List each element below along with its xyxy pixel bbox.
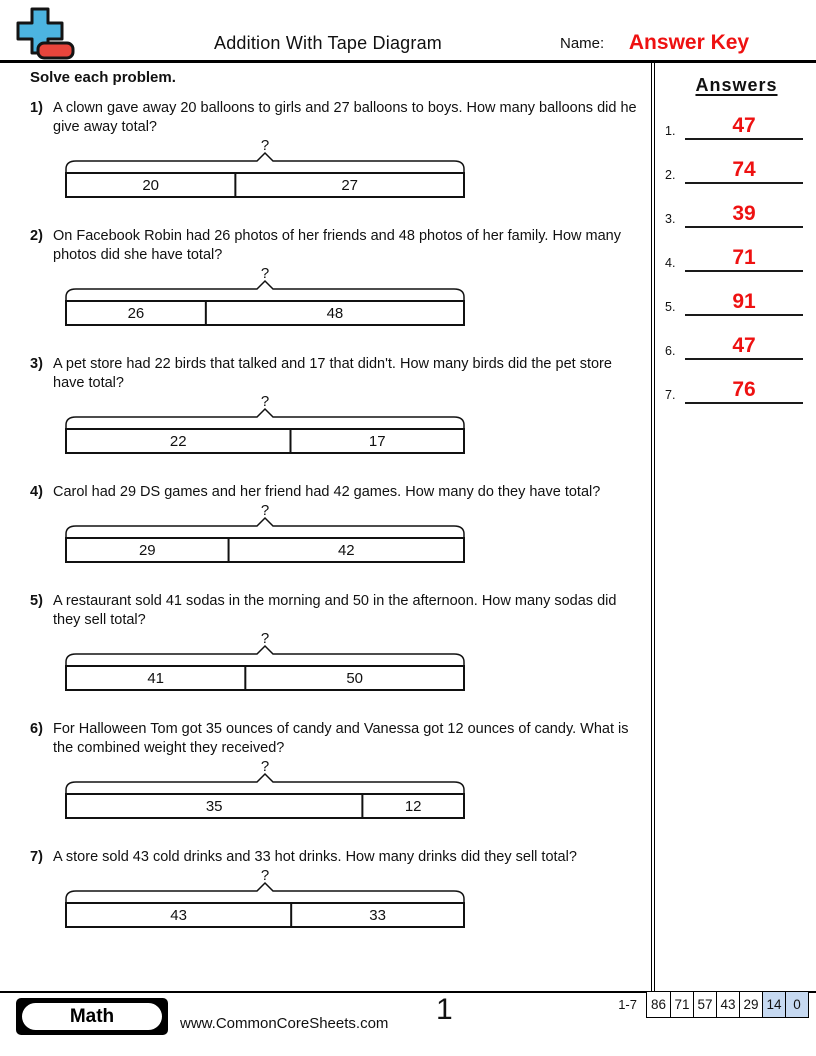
page-number: 1 bbox=[436, 993, 453, 1026]
problem-number: 5) bbox=[30, 593, 43, 609]
answer-number: 1. bbox=[665, 124, 676, 138]
answer-value: 91 bbox=[685, 290, 803, 316]
score-cell: 0 bbox=[785, 992, 808, 1017]
answer-value: 39 bbox=[685, 202, 803, 228]
answer-item bbox=[663, 151, 810, 184]
problem-text: For Halloween Tom got 35 ounces of candy and Vanessa got 12 ounces of candy. What is the combined weight they received? bbox=[53, 721, 629, 756]
score-cells bbox=[646, 991, 809, 1018]
tape-diagram bbox=[65, 265, 651, 327]
svg-text:?: ? bbox=[260, 630, 270, 647]
score-cell: 29 bbox=[739, 992, 762, 1017]
problem-text: A store sold 43 cold drinks and 33 hot drinks. How many drinks did they sell total? bbox=[53, 849, 577, 865]
name-value: Answer Key bbox=[628, 31, 750, 54]
svg-text:12: 12 bbox=[404, 798, 422, 815]
svg-text:35: 35 bbox=[205, 798, 223, 815]
svg-text:42: 42 bbox=[337, 542, 355, 559]
answer-number: 7. bbox=[665, 388, 676, 402]
answer-item bbox=[663, 107, 810, 140]
problem-item bbox=[30, 355, 651, 455]
tape-diagram bbox=[65, 393, 651, 455]
problem-number: 3) bbox=[30, 356, 43, 372]
problem-number: 7) bbox=[30, 849, 43, 865]
problem-question bbox=[30, 227, 651, 265]
svg-text:43: 43 bbox=[170, 907, 187, 924]
answer-number: 3. bbox=[665, 212, 676, 226]
problem-question bbox=[30, 99, 651, 137]
answer-value: 74 bbox=[685, 158, 803, 184]
score-cell: 43 bbox=[716, 992, 739, 1017]
problem-text: A clown gave away 20 balloons to girls and 27 balloons to boys. How many balloons did he give away total? bbox=[53, 100, 637, 135]
svg-text:22: 22 bbox=[169, 433, 187, 450]
answers-section bbox=[651, 63, 816, 991]
problem-text: Carol had 29 DS games and her friend had 42 games. How many do they have total? bbox=[53, 484, 601, 500]
tape-diagram bbox=[65, 758, 651, 820]
answer-value: 47 bbox=[685, 334, 803, 360]
problem-number: 6) bbox=[30, 721, 43, 737]
problem-number: 4) bbox=[30, 484, 43, 500]
svg-text:27: 27 bbox=[341, 177, 359, 194]
svg-text:29: 29 bbox=[138, 542, 156, 559]
svg-text:17: 17 bbox=[368, 433, 386, 450]
svg-text:48: 48 bbox=[326, 305, 344, 322]
subject-badge bbox=[16, 998, 168, 1035]
problems-section bbox=[0, 63, 651, 991]
answer-item bbox=[663, 239, 810, 272]
score-cell: 57 bbox=[693, 992, 716, 1017]
website-text: www.CommonCoreSheets.com bbox=[180, 1015, 389, 1032]
problem-item bbox=[30, 227, 651, 327]
problem-question bbox=[30, 720, 651, 758]
problem-question bbox=[30, 592, 651, 630]
worksheet-title: Addition With Tape Diagram bbox=[214, 33, 442, 53]
header bbox=[0, 0, 816, 63]
svg-text:41: 41 bbox=[147, 670, 165, 687]
main-area bbox=[0, 63, 816, 991]
problem-number: 2) bbox=[30, 228, 43, 244]
score-table bbox=[618, 991, 809, 1018]
answer-value: 71 bbox=[685, 246, 803, 272]
score-cell: 14 bbox=[762, 992, 785, 1017]
svg-text:20: 20 bbox=[142, 177, 160, 194]
problem-text: A pet store had 22 birds that talked and 17 that didn't. How many birds did the pet store have total? bbox=[53, 356, 612, 391]
answer-value: 76 bbox=[685, 378, 803, 404]
svg-text:?: ? bbox=[260, 502, 270, 519]
answer-item bbox=[663, 371, 810, 404]
problem-question bbox=[30, 848, 651, 867]
problem-item bbox=[30, 720, 651, 820]
answer-item bbox=[663, 327, 810, 360]
svg-text:33: 33 bbox=[369, 907, 386, 924]
svg-text:50: 50 bbox=[346, 670, 364, 687]
plus-minus-logo-icon bbox=[14, 6, 80, 62]
score-range-label: 1-7 bbox=[618, 997, 637, 1012]
tape-diagram bbox=[65, 137, 651, 199]
score-cell: 86 bbox=[647, 992, 670, 1017]
footer bbox=[0, 991, 816, 1053]
answers-list bbox=[663, 107, 810, 404]
answer-value: 47 bbox=[685, 114, 803, 140]
problems-list bbox=[30, 99, 651, 929]
svg-text:?: ? bbox=[260, 393, 270, 410]
answer-number: 4. bbox=[665, 256, 676, 270]
problem-question bbox=[30, 483, 651, 502]
problem-item bbox=[30, 483, 651, 564]
answer-number: 5. bbox=[665, 300, 676, 314]
answer-item bbox=[663, 283, 810, 316]
problem-item bbox=[30, 592, 651, 692]
subject-badge-label: Math bbox=[22, 1003, 162, 1030]
score-cell: 71 bbox=[670, 992, 693, 1017]
svg-text:?: ? bbox=[260, 137, 270, 154]
problem-item bbox=[30, 848, 651, 929]
answers-heading: Answers bbox=[695, 75, 778, 95]
tape-diagram bbox=[65, 502, 651, 564]
tape-diagram bbox=[65, 630, 651, 692]
svg-text:?: ? bbox=[260, 758, 270, 775]
instructions: Solve each problem. bbox=[30, 69, 176, 86]
problem-text: On Facebook Robin had 26 photos of her friends and 48 photos of her family. How many photos did she have total? bbox=[53, 228, 621, 263]
answer-item bbox=[663, 195, 810, 228]
answer-number: 2. bbox=[665, 168, 676, 182]
svg-text:26: 26 bbox=[127, 305, 145, 322]
name-label: Name: bbox=[560, 35, 605, 52]
svg-text:?: ? bbox=[260, 867, 270, 884]
problem-number: 1) bbox=[30, 100, 43, 116]
problem-question bbox=[30, 355, 651, 393]
svg-text:?: ? bbox=[260, 265, 270, 282]
problem-item bbox=[30, 99, 651, 199]
tape-diagram bbox=[65, 867, 651, 929]
answer-number: 6. bbox=[665, 344, 676, 358]
problem-text: A restaurant sold 41 sodas in the morning and 50 in the afternoon. How many sodas did they sell total? bbox=[53, 593, 617, 628]
